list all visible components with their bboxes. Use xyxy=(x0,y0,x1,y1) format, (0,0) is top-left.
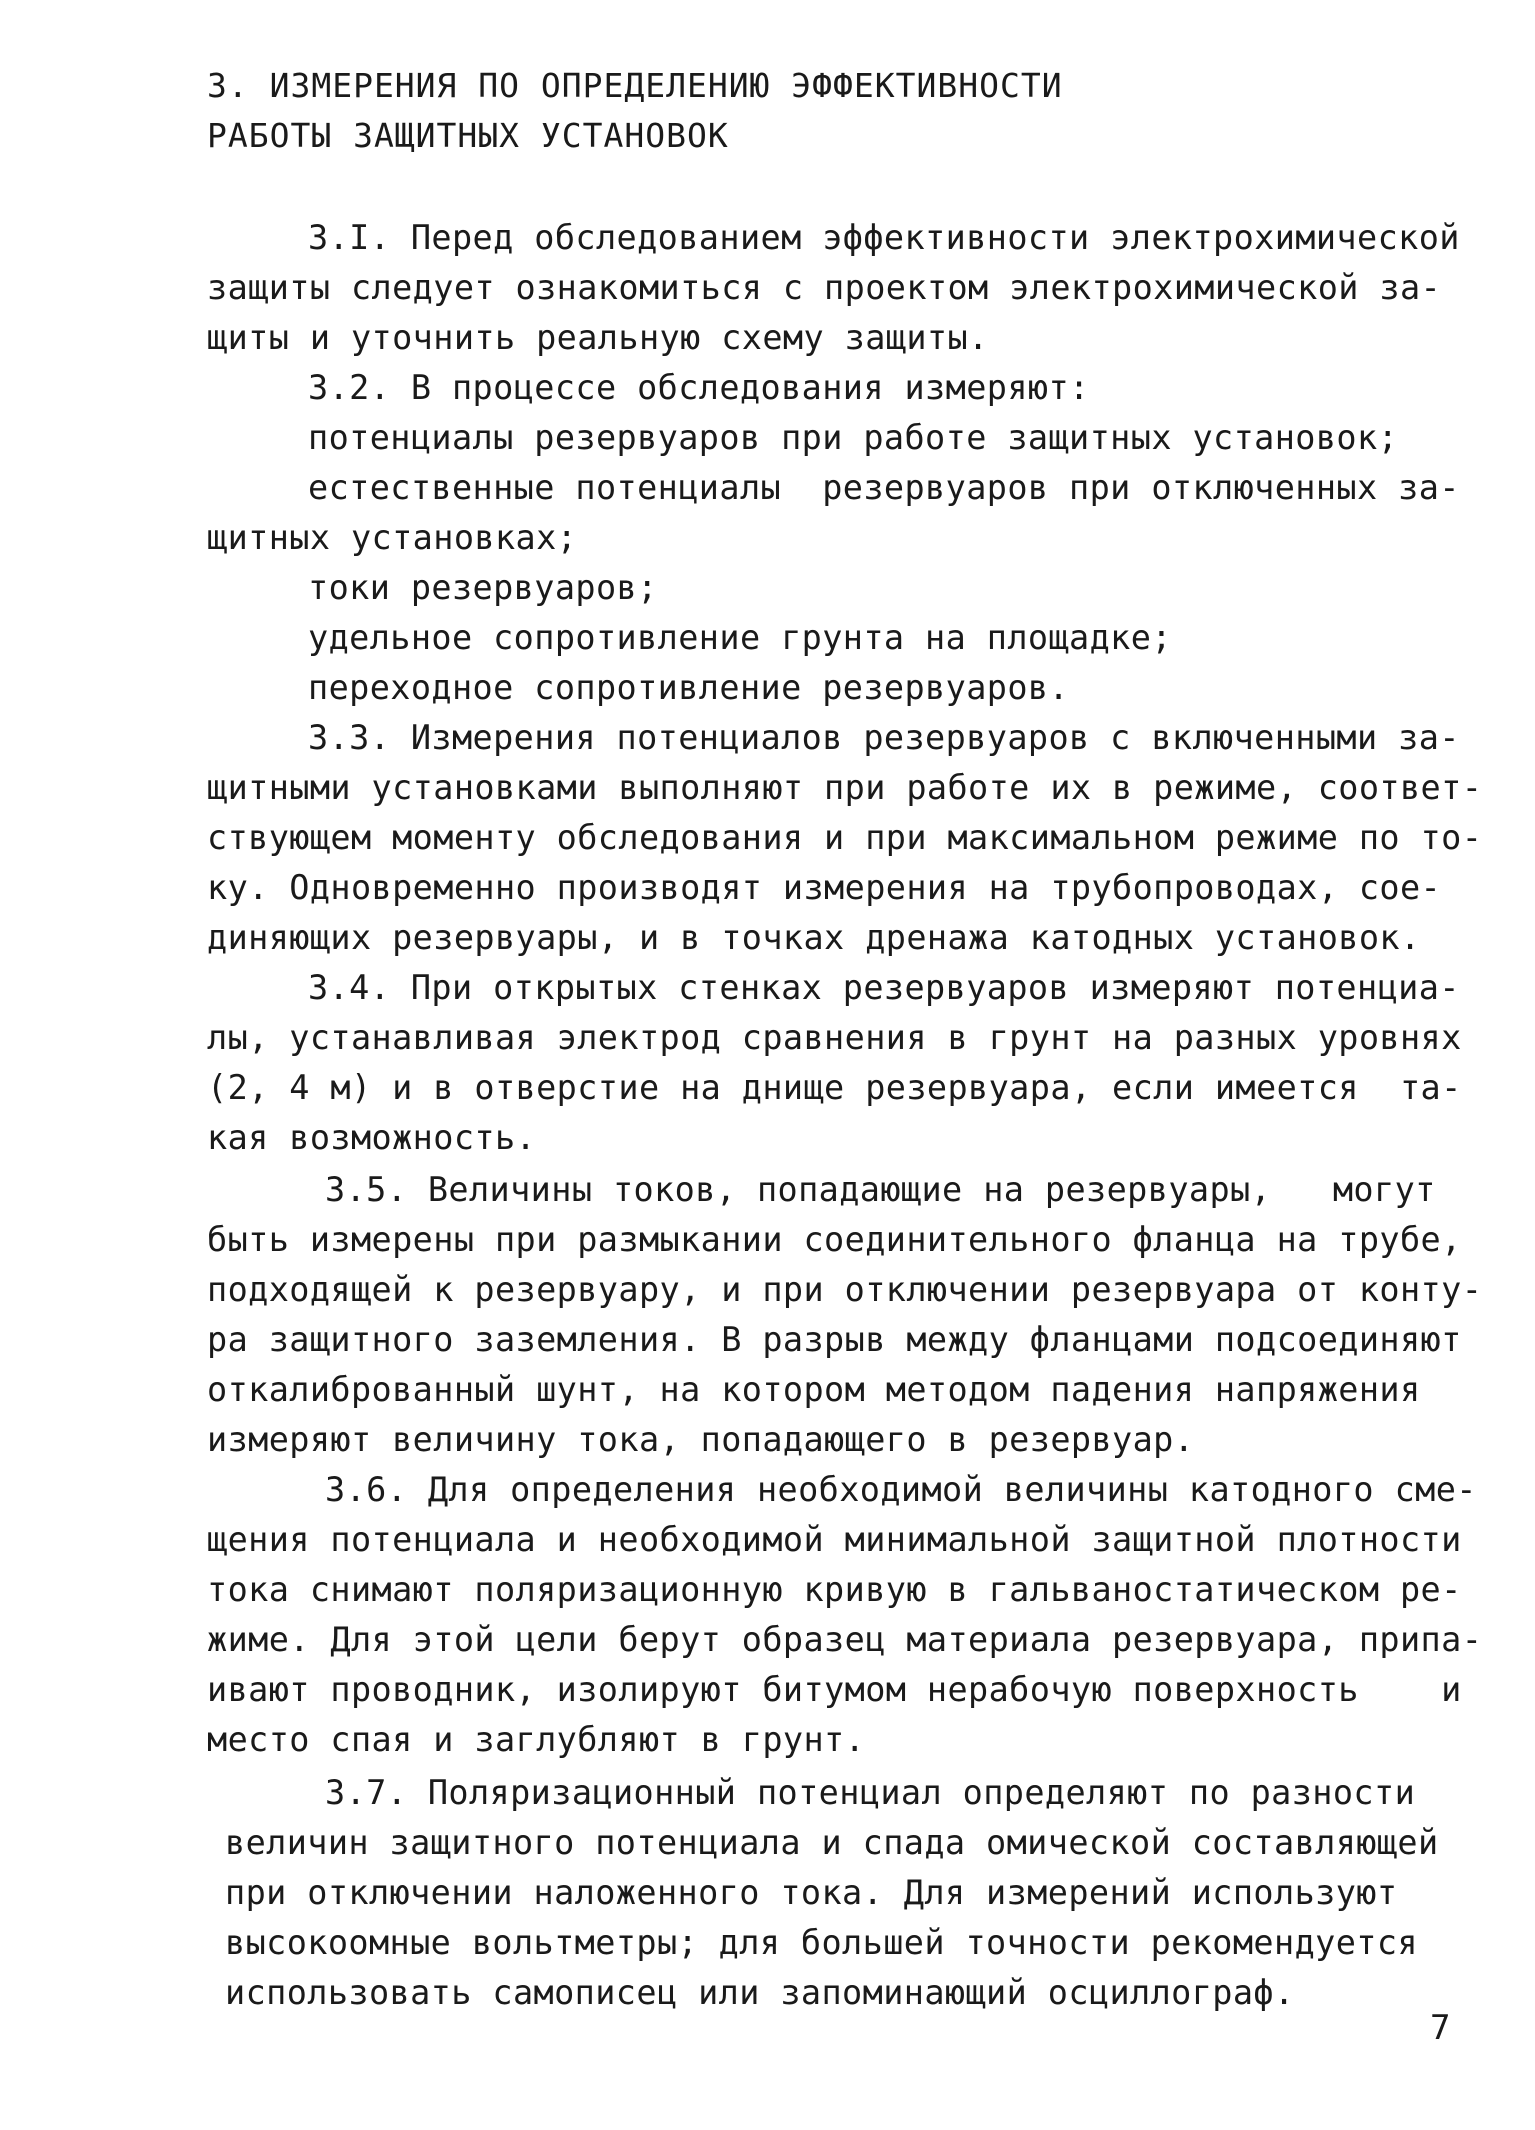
paragraph-line: щитными установками выполняют при работе их в режиме, соответ- xyxy=(207,768,1483,807)
paragraph-line: щения потенциала и необходимой минимальной защитной плотности xyxy=(207,1520,1462,1559)
paragraph-line: тока снимают поляризационную кривую в гальваностатическом ре- xyxy=(207,1570,1462,1609)
paragraph-line: диняющих резервуары, и в точках дренажа катодных установок. xyxy=(207,918,1421,957)
paragraph-line: 3.2. В процессе обследования измеряют: xyxy=(308,368,1090,407)
paragraph-line: ствующем моменту обследования и при максимальном режиме по то- xyxy=(207,818,1483,857)
list-item-line: переходное сопротивление резервуаров. xyxy=(308,668,1070,707)
list-item-line: токи резервуаров; xyxy=(308,568,658,607)
paragraph-line: откалиброванный шунт, на котором методом падения напряжения xyxy=(207,1370,1421,1409)
paragraph-line: подходящей к резервуару, и при отключении резервуара от конту- xyxy=(207,1270,1483,1309)
paragraph-line: ку. Одновременно производят измерения на трубопроводах, сое- xyxy=(207,868,1442,907)
list-item-line: потенциалы резервуаров при работе защитных установок; xyxy=(308,418,1399,457)
paragraph-line: щиты и уточнить реальную схему защиты. xyxy=(207,318,989,357)
paragraph-line: высокоомные вольтметры; для большей точности рекомендуется xyxy=(225,1923,1418,1962)
paragraph-line: 3.I. Перед обследованием эффективности электрохимической xyxy=(308,218,1460,257)
section-heading-line-2: РАБОТЫ ЗАЩИТНЫХ УСТАНОВОК xyxy=(207,116,729,155)
paragraph-line: ивают проводник, изолируют битумом нерабочую поверхность и xyxy=(207,1670,1462,1709)
paragraph-line: место спая и заглубляют в грунт. xyxy=(207,1720,866,1759)
paragraph-line: (2, 4 м) и в отверстие на днище резервуара, если имеется та- xyxy=(207,1068,1462,1107)
paragraph-line: использовать самописец или запоминающий осциллограф. xyxy=(225,1973,1295,2012)
paragraph-line: 3.5. Величины токов, попадающие на резервуары, могут xyxy=(325,1170,1436,1209)
section-heading-line-1: 3. ИЗМЕРЕНИЯ ПО ОПРЕДЕЛЕНИЮ ЭФФЕКТИВНОСТИ xyxy=(207,66,1063,105)
paragraph-line: кая возможность. xyxy=(207,1118,537,1157)
paragraph-line: лы, устанавливая электрод сравнения в грунт на разных уровнях xyxy=(207,1018,1462,1057)
paragraph-line: быть измерены при размыкании соединительного фланца на трубе, xyxy=(207,1220,1462,1259)
paragraph-line: 3.6. Для определения необходимой величины катодного сме- xyxy=(325,1470,1477,1509)
paragraph-line: жиме. Для этой цели берут образец материала резервуара, припа- xyxy=(207,1620,1483,1659)
paragraph-line: при отключении наложенного тока. Для измерений используют xyxy=(225,1873,1398,1912)
paragraph-line: 3.3. Измерения потенциалов резервуаров с включенными за- xyxy=(308,718,1460,757)
paragraph-line: измеряют величину тока, попадающего в резервуар. xyxy=(207,1420,1195,1459)
paragraph-line: ра защитного заземления. В разрыв между фланцами подсоединяют xyxy=(207,1320,1462,1359)
paragraph-line: величин защитного потенциала и спада омической составляющей xyxy=(225,1823,1439,1862)
list-item-line: щитных установках; xyxy=(207,518,578,557)
page-number: 7 xyxy=(1430,2008,1451,2048)
list-item-line: естественные потенциалы резервуаров при отключенных за- xyxy=(308,468,1460,507)
paragraph-line: 3.4. При открытых стенках резервуаров измеряют потенциа- xyxy=(308,968,1460,1007)
paragraph-line: 3.7. Поляризационный потенциал определяют по разности xyxy=(325,1773,1416,1812)
paragraph-line: защиты следует ознакомиться с проектом электрохимической за- xyxy=(207,268,1442,307)
list-item-line: удельное сопротивление грунта на площадке; xyxy=(308,618,1172,657)
